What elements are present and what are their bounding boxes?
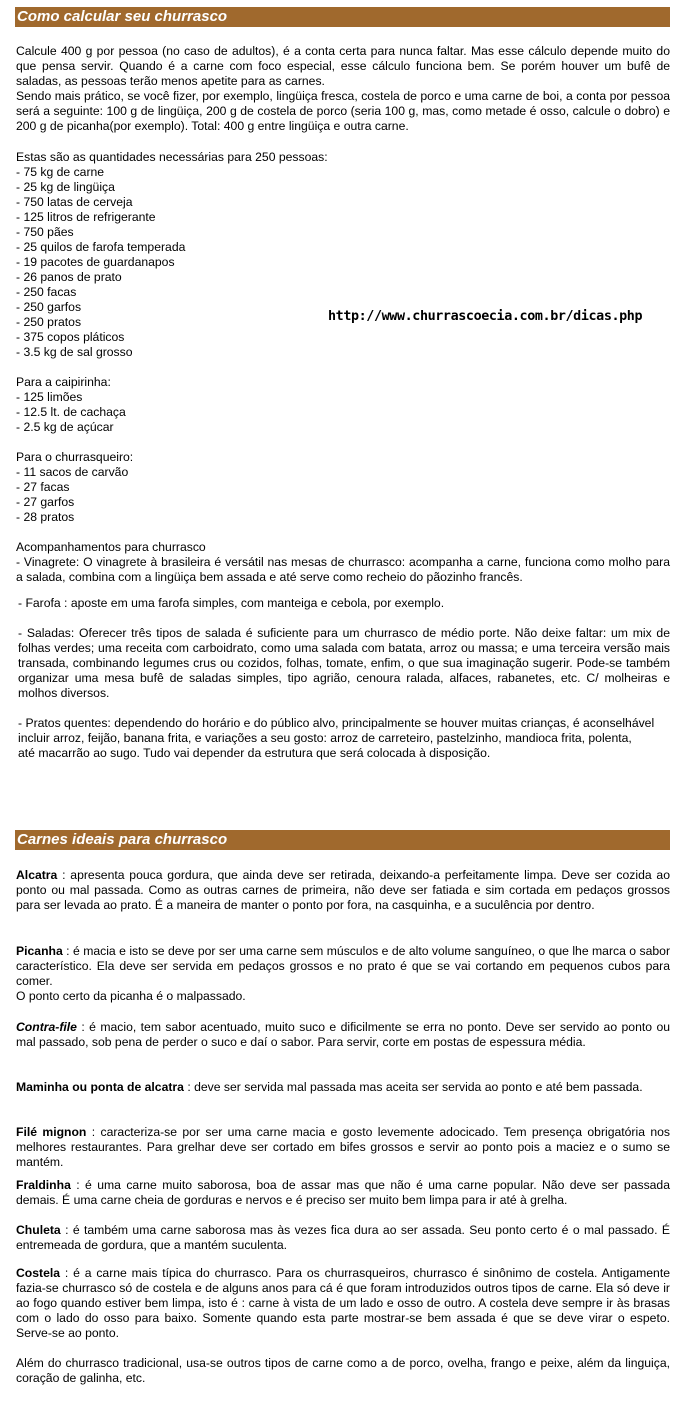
list-item: - 27 facas — [16, 480, 70, 494]
cut-term: Picanha — [16, 944, 63, 958]
cut-picanha-note: O ponto certo da picanha é o malpassado. — [16, 989, 246, 1003]
cut-term: Maminha ou ponta de alcatra — [16, 1080, 184, 1094]
list-item: - 28 pratos — [16, 510, 75, 524]
intro-paragraph-1: Calcule 400 g por pessoa (no caso de adultos), é a conta certa para nunca faltar. Mas esse cálculo depende muito do que pensa servir. Quando é a carne com foco especial, esse cálculo funciona bem. Se porém houver um bufê de saladas, as pessoas terão menos apetite para as carnes. — [16, 44, 670, 88]
section-header-calculo: Como calcular seu churrasco — [15, 7, 670, 27]
cut-term: Chuleta — [16, 1223, 61, 1237]
list-item: - 125 limões — [16, 390, 83, 404]
list-item: - 125 litros de refrigerante — [16, 210, 156, 224]
cut-description: : é a carne mais típica do churrasco. Para os churrasqueiros, churrasco é sinônimo de costela. Antigamente fazia-se churrasco só de costela e de alguns anos para cá é que foram introduzidos outros tipos de carne. Ela só deve ir ao fogo quando estiver bem limpa, isto é : carne à vista de um lado e osso de outro. A costela deve sempre ir às brasas com o lado do osso para baixo. Somente quando esta parte mostrar-se bem assada é que se deve virar o espeto. Serve-se ao ponto. — [16, 1266, 670, 1340]
farofa-paragraph: - Farofa : aposte em uma farofa simples, com manteiga e cebola, por exemplo. — [18, 596, 445, 610]
list-item: - 11 sacos de carvão — [16, 465, 129, 479]
churrasqueiro-list — [16, 450, 670, 525]
list-item: - 250 facas — [16, 285, 77, 299]
pratos-quentes-line: incluir arroz, feijão, banana frita, e variações a seu gosto: arroz de carreteiro, pastelzinho, mandioca frita, polenta, — [18, 731, 632, 745]
pratos-quentes-line: - Pratos quentes: dependendo do horário e do público alvo, principalmente se houver muitas crianças, é aconselhável — [18, 716, 655, 730]
cut-alcatra — [16, 868, 670, 913]
list-item: - 25 quilos de farofa temperada — [16, 240, 186, 254]
section-header-carnes: Carnes ideais para churrasco — [15, 830, 670, 850]
acompanhamentos-heading: Acompanhamentos para churrasco — [16, 540, 206, 554]
cut-term: Filé mignon — [16, 1125, 87, 1139]
cut-term: Alcatra — [16, 868, 58, 882]
source-url-link[interactable]: http://www.churrascoecia.com.br/dicas.php — [328, 309, 643, 324]
pratos-quentes-paragraph — [18, 716, 670, 761]
churrasqueiro-heading: Para o churrasqueiro: — [16, 450, 134, 464]
intro-paragraph-2: Sendo mais prático, se você fizer, por exemplo, lingüiça fresca, costela de porco e uma carne de boi, a conta por pessoa será a seguinte: 100 g de lingüiça, 200 g de costela de porco (seria 100 g, mas, como metade é osso, calcule o dobro) e 200 g de picanha(por exemplo). Total: 400 g entre lingüiça e outra carne. — [16, 89, 670, 133]
cut-description: : apresenta pouca gordura, que ainda deve ser retirada, deixando-a perfeitamente limpa. Deve ser cozida ao ponto ou mal passada. Como as outras carnes de primeira, não deve ser fatiada e sim cortada em pedaços grossos para ser levada ao prato. É a maneira de manter o ponto por fora, na casquinha, e a suculência por dentro. — [16, 868, 670, 912]
cut-maminha — [16, 1080, 670, 1095]
quantities-heading: Estas são as quantidades necessárias para 250 pessoas: — [16, 150, 328, 164]
cut-term: Costela — [16, 1266, 61, 1280]
caipirinha-list — [16, 375, 670, 435]
quantities-list — [16, 150, 670, 360]
list-item: - 375 copos pláticos — [16, 330, 125, 344]
list-item: - 750 pães — [16, 225, 74, 239]
cut-fraldinha — [16, 1178, 670, 1208]
list-item: - 12.5 lt. de cachaça — [16, 405, 126, 419]
list-item: - 2.5 kg de açúcar — [16, 420, 114, 434]
caipirinha-heading: Para a caipirinha: — [16, 375, 111, 389]
cut-costela — [16, 1266, 670, 1341]
cut-description: : é uma carne muito saborosa, boa de assar mas que não é uma carne popular. Não deve ser passada demais. É uma carne cheia de gorduras e nervos e é preciso ser muito bem limpa para ir até à grelha. — [16, 1178, 670, 1207]
list-item: - 3.5 kg de sal grosso — [16, 345, 133, 359]
cut-contrafile — [16, 1020, 670, 1050]
cut-description: : é também uma carne saborosa mas às vezes fica dura ao ser assada. Seu ponto certo é o mal passado. É entremeada de gordura, que a mantém suculenta. — [16, 1223, 670, 1252]
list-item: - 25 kg de lingüiça — [16, 180, 115, 194]
vinagrete-paragraph: - Vinagrete: O vinagrete à brasileira é versátil nas mesas de churrasco: acompanha a carne, funciona como molho para a salada, combina com a lingüiça bem assada e até serve como recheio do pãozinho francês. — [16, 555, 670, 584]
cut-description: : é macia e isto se deve por ser uma carne sem músculos e de alto volume sanguíneo, o que lhe marca o sabor característico. Ela deve ser servida em pedaços grossos e no prato é que se vai cortando em pequenos cubos para comer. — [16, 944, 670, 988]
list-item: - 26 panos de prato — [16, 270, 122, 284]
list-item: - 250 pratos — [16, 315, 82, 329]
cut-picanha — [16, 944, 670, 989]
list-item: - 27 garfos — [16, 495, 75, 509]
cut-description: : caracteriza-se por ser uma carne macia e gosto levemente adocicado. Tem presença obrigatória nos melhores restaurantes. Para grelhar deve ser cortado em bifes grossos e servir ao ponto pois a maciez e o sumo se mantém. — [16, 1125, 670, 1169]
saladas-paragraph: - Saladas: Oferecer três tipos de salada é suficiente para um churrasco de médio porte. Não deixe faltar: um mix de folhas verdes; uma receita com carboidrato, como uma salada com batata, arroz ou massa; e uma terceira versão mais transada, combinando legumes crus ou cozidos, folhas, tomate, enfim, o que sua imaginação sugerir. Pode-se também organizar uma mesa bufê de saladas simples, tipo agrião, cenoura ralada, alfaces, rabanetes, etc. C/ molheiras e molhos diversos. — [18, 626, 670, 700]
list-item: - 750 latas de cerveja — [16, 195, 133, 209]
cut-chuleta — [16, 1223, 670, 1253]
list-item: - 75 kg de carne — [16, 165, 105, 179]
list-item: - 250 garfos — [16, 300, 82, 314]
pratos-quentes-line: até macarrão ao sugo. Tudo vai depender da estrutura que será colocada à disposição. — [18, 746, 491, 760]
cut-term: Fraldinha — [16, 1178, 71, 1192]
cut-filemignon — [16, 1125, 670, 1170]
list-item: - 19 pacotes de guardanapos — [16, 255, 175, 269]
cut-description: : deve ser servida mal passada mas aceita ser servida ao ponto e até bem passada. — [183, 1080, 643, 1094]
cut-term: Contra-file — [16, 1020, 77, 1034]
closing-paragraph: Além do churrasco tradicional, usa-se outros tipos de carne como a de porco, ovelha, frango e peixe, além da linguiça, coração de galinha, etc. — [16, 1356, 670, 1385]
cut-description: : é macio, tem sabor acentuado, muito suco e dificilmente se erra no ponto. Deve ser servido ao ponto ou mal passado, sob pena de perder o suco e daí o sabor. Para servir, corte em postas de espessura média. — [16, 1020, 670, 1049]
